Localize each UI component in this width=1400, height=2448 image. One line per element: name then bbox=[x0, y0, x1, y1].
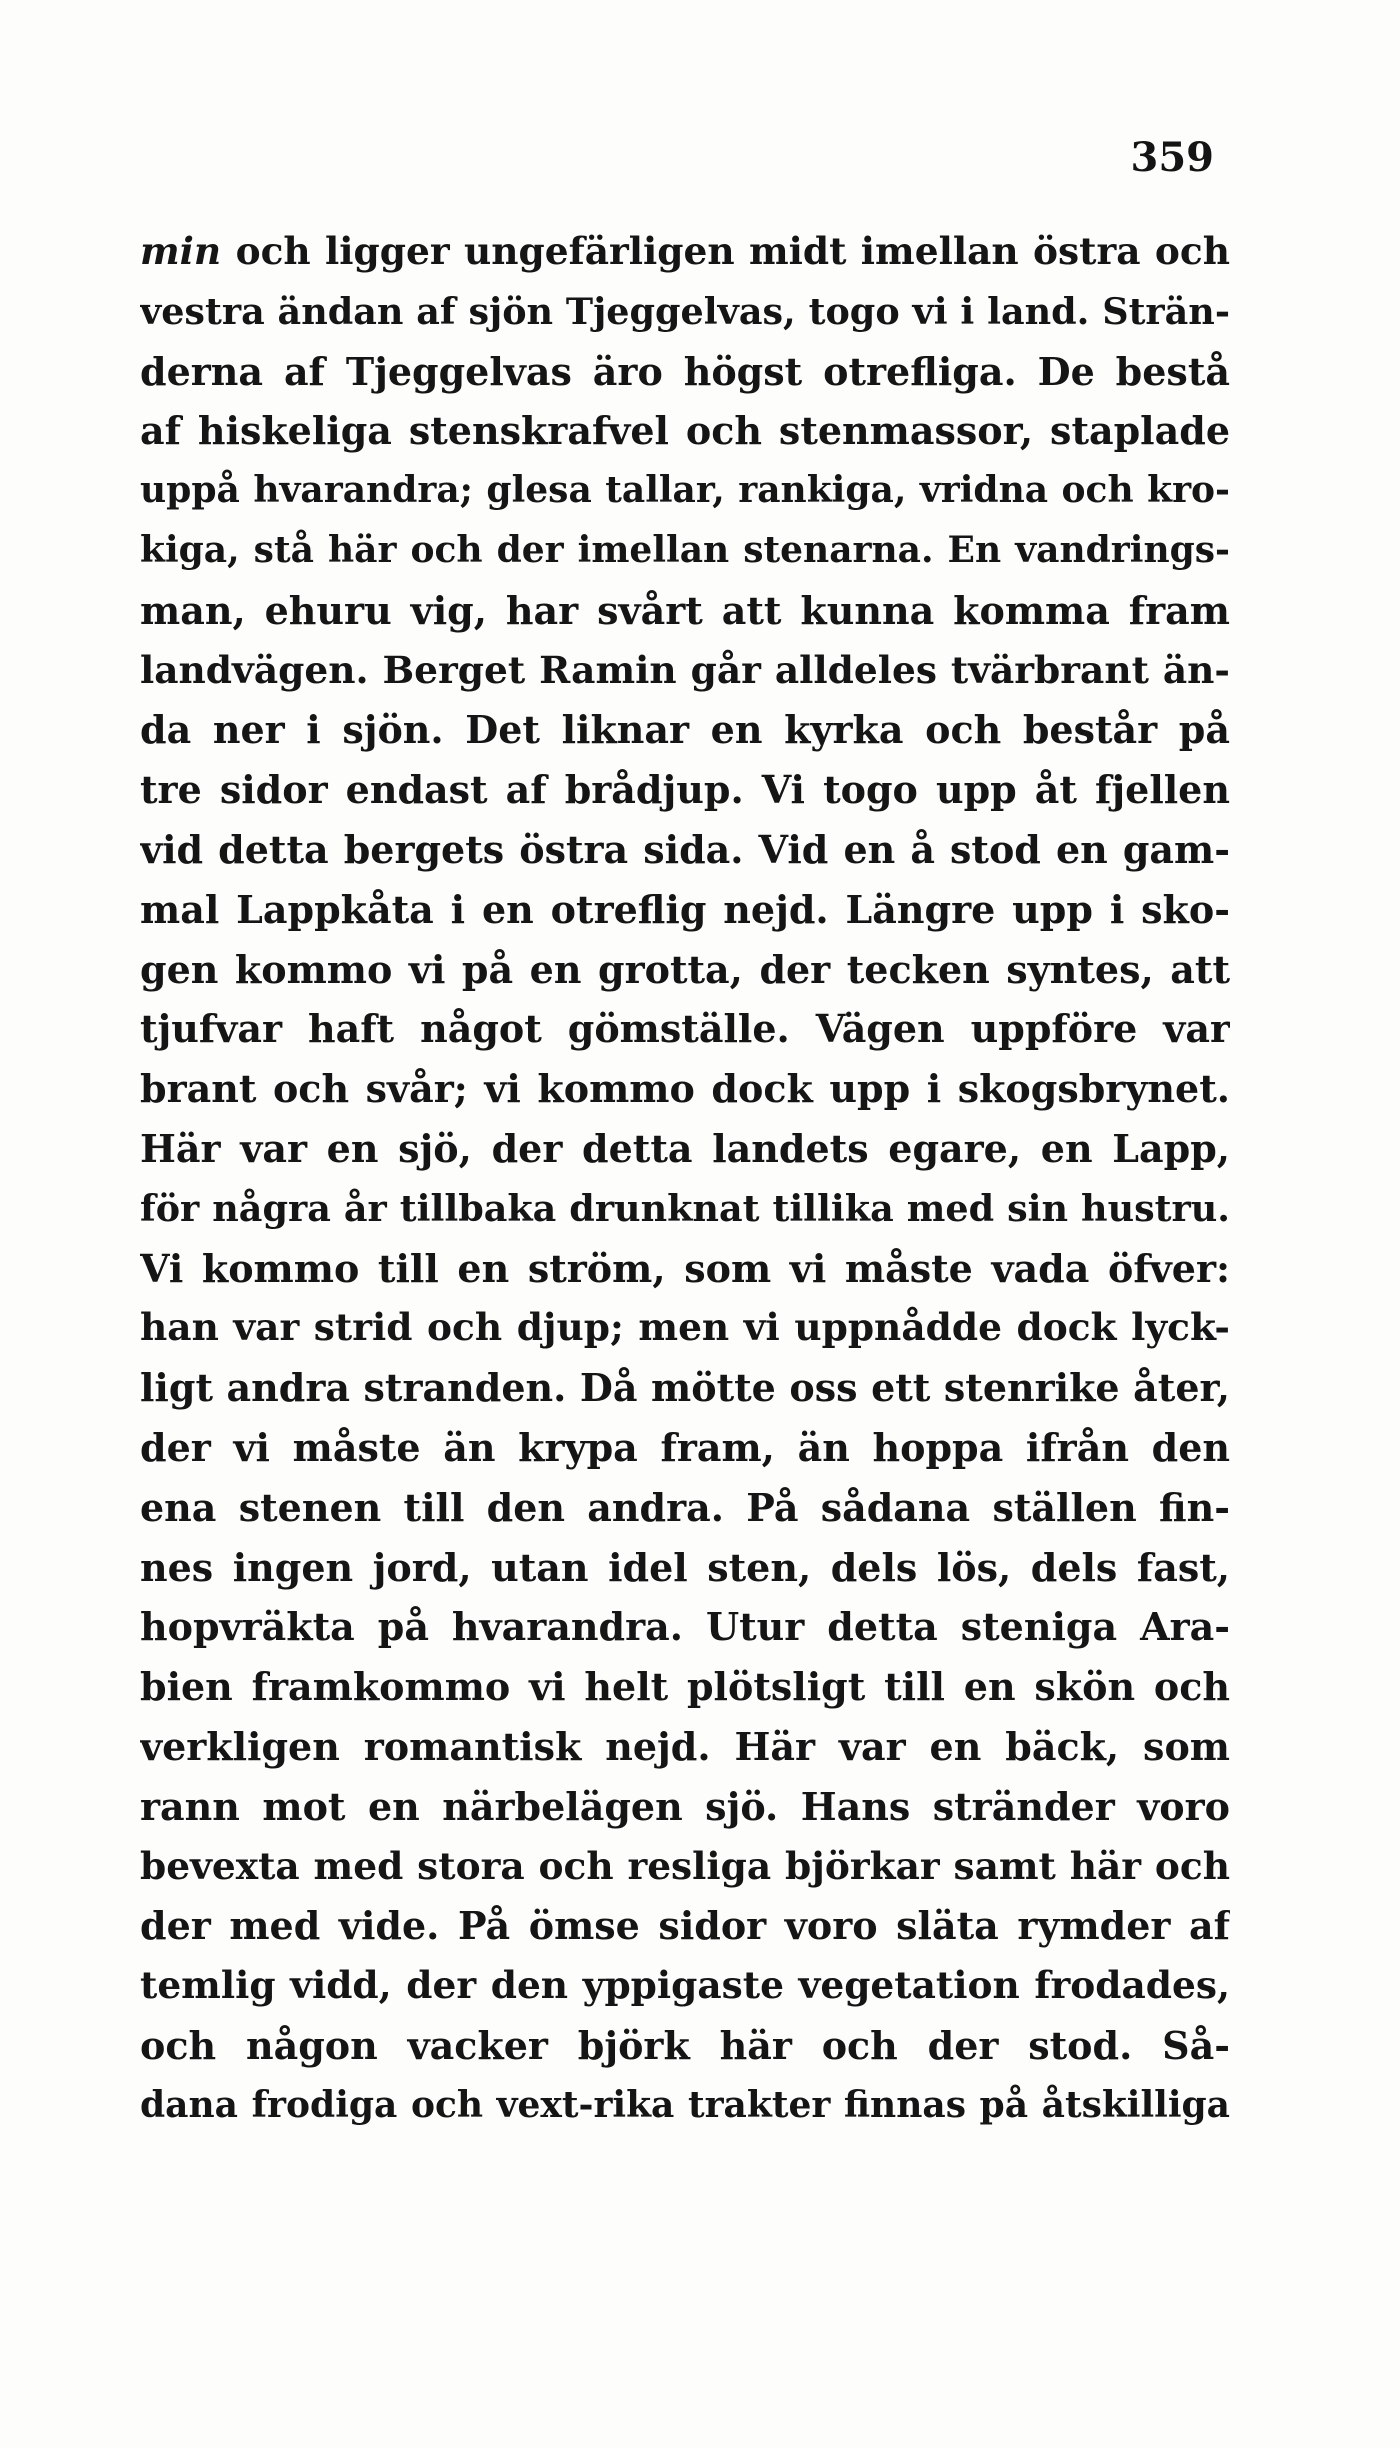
text-line-rest: och ligger ungefärligen midt imellan östra och bbox=[221, 229, 1230, 273]
text-line: derna af Tjeggelvas äro högst otrefliga. De bestå bbox=[140, 348, 1230, 394]
text-line: ligt andra stranden. Då mötte oss ett stenrike åter, bbox=[140, 1365, 1230, 1411]
text-line: uppå hvarandra; glesa tallar, rankiga, vridna och kro- bbox=[140, 469, 1230, 512]
text-line: kiga, stå här och der imellan stenarna. En vandrings- bbox=[140, 528, 1230, 571]
text-line: tre sidor endast af brådjup. Vi togo upp åt fjellen bbox=[140, 767, 1230, 813]
text-line: vid detta bergets östra sida. Vid en å stod en gam- bbox=[140, 826, 1230, 872]
text-line: ena stenen till den andra. På sådana ställen fin- bbox=[140, 1484, 1230, 1530]
text-line: han var strid och djup; men vi uppnådde dock lyck- bbox=[140, 1305, 1230, 1350]
text-line: verkligen romantisk nejd. Här var en bäck, som bbox=[140, 1723, 1230, 1769]
text-line: hopvräkta på hvarandra. Utur detta steniga Ara- bbox=[140, 1604, 1230, 1650]
text-line: tjufvar haft något gömställe. Vägen uppföre var bbox=[140, 1006, 1230, 1052]
text-line: mal Lappkåta i en otreflig nejd. Längre upp i sko- bbox=[140, 886, 1230, 932]
text-line: för några år tillbaka drunknat tillika med sin hustru. bbox=[140, 1186, 1230, 1230]
text-line: Här var en sjö, der detta landets egare, en Lapp, bbox=[140, 1125, 1230, 1171]
text-line: brant och svår; vi kommo dock upp i skogsbrynet. bbox=[140, 1066, 1230, 1112]
text-line: och någon vacker björk här och der stod. Så- bbox=[140, 2022, 1230, 2068]
text-line: af hiskeliga stenskrafvel och stenmassor, staplade bbox=[140, 408, 1230, 454]
body-text bbox=[140, 222, 1230, 2136]
text-line: landvägen. Berget Ramin går alldeles tvärbrant än- bbox=[140, 647, 1230, 692]
text-line: nes ingen jord, utan idel sten, dels lös, dels fast, bbox=[140, 1544, 1230, 1590]
text-line bbox=[140, 222, 1230, 282]
text-line: Vi kommo till en ström, som vi måste vada öfver: bbox=[140, 1245, 1230, 1291]
text-line: bien framkommo vi helt plötsligt till en skön och bbox=[140, 1664, 1230, 1710]
text-line: man, ehuru vig, har svårt att kunna komma fram bbox=[140, 587, 1230, 633]
text-line: rann mot en närbelägen sjö. Hans stränder voro bbox=[140, 1783, 1230, 1829]
text-line: der med vide. På ömse sidor voro släta rymder af bbox=[140, 1903, 1230, 1949]
text-line: da ner i sjön. Det liknar en kyrka och består på bbox=[140, 707, 1230, 753]
italic-word: min bbox=[140, 229, 222, 273]
text-line: der vi måste än krypa fram, än hoppa ifrån den bbox=[140, 1424, 1230, 1470]
text-line: vestra ändan af sjön Tjeggelvas, togo vi i land. Strän- bbox=[140, 289, 1230, 333]
text-line: temlig vidd, der den yppigaste vegetation frodades, bbox=[140, 1963, 1230, 2008]
text-line: dana frodiga och vext-rika trakter finnas på åtskilliga bbox=[140, 2083, 1230, 2126]
text-line: bevexta med stora och resliga björkar samt här och bbox=[140, 1843, 1230, 1888]
text-line: gen kommo vi på en grotta, der tecken syntes, att bbox=[140, 946, 1230, 992]
page-number: 359 bbox=[1130, 134, 1214, 181]
